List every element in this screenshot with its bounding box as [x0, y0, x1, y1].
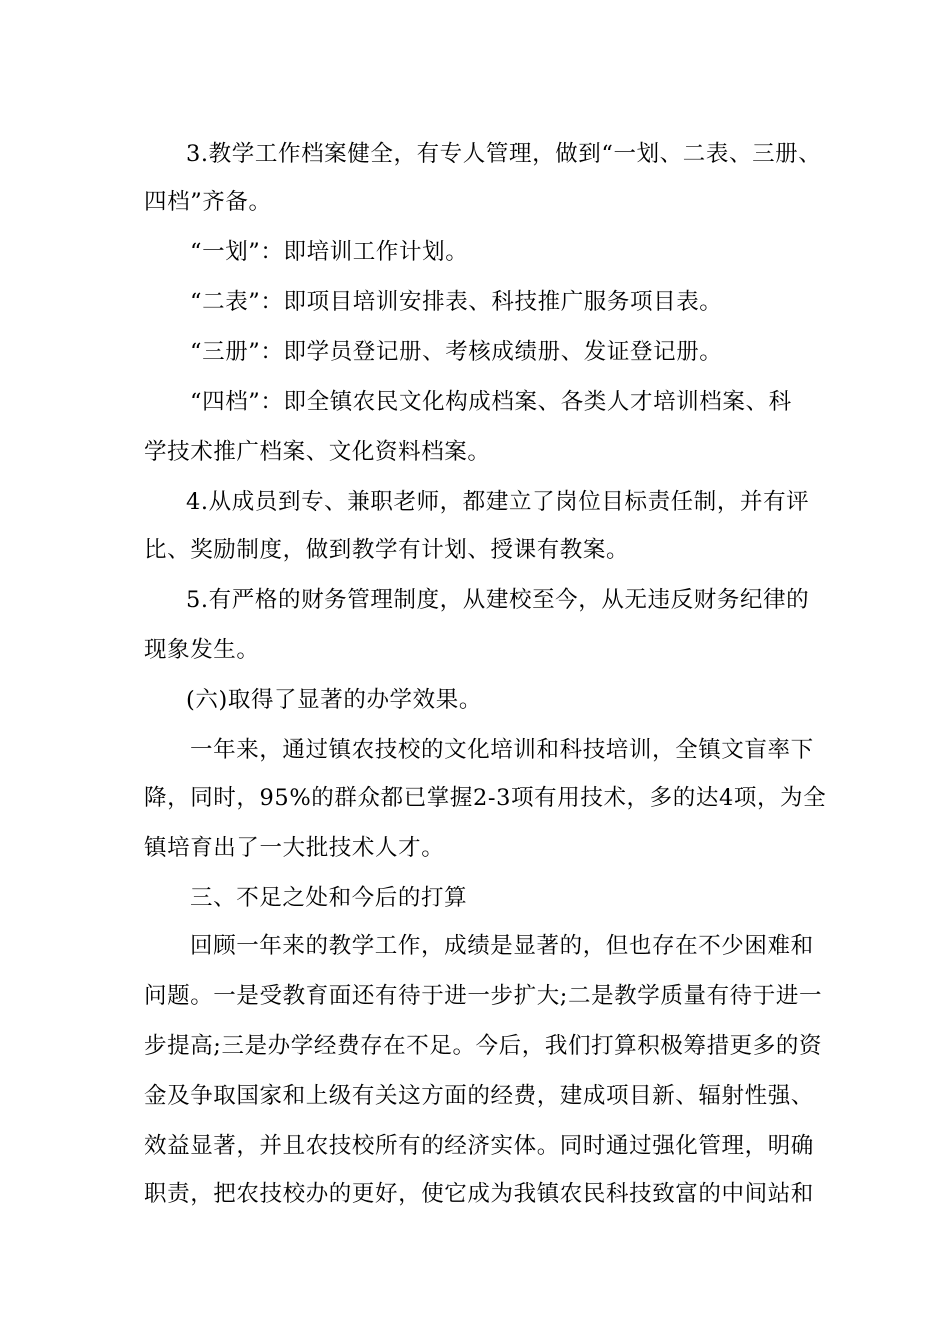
paragraph-line: 3.教学工作档案健全，有专人管理，做到“一划、二表、三册、 [186, 141, 822, 167]
paragraph-line: “三册”：即学员登记册、考核成绩册、发证登记册。 [190, 339, 723, 365]
paragraph-line: 问题。一是受教育面还有待于进一步扩大;二是教学质量有待于进一 [144, 983, 823, 1009]
paragraph-line: 4.从成员到专、兼职老师，都建立了岗位目标责任制，并有评 [186, 489, 810, 515]
paragraph-line: 效益显著，并且农技校所有的经济实体。同时通过强化管理，明确 [144, 1133, 814, 1159]
paragraph-line: 金及争取国家和上级有关这方面的经费，建成项目新、辐射性强、 [144, 1083, 814, 1109]
paragraph-line: “一划”：即培训工作计划。 [190, 239, 469, 265]
paragraph-line: “四档”：即全镇农民文化构成档案、各类人才培训档案、科 [190, 389, 792, 415]
paragraph-line: “二表”：即项目培训安排表、科技推广服务项目表。 [190, 289, 723, 315]
paragraph-line: 步提高;三是办学经费存在不足。今后，我们打算积极筹措更多的资 [144, 1033, 823, 1059]
paragraph-line: 比、奖励制度，做到教学有计划、授课有教案。 [144, 537, 630, 563]
paragraph-line: 学技术推广档案、文化资料档案。 [144, 439, 491, 465]
paragraph-line: 现象发生。 [144, 637, 260, 663]
section-heading: 三、不足之处和今后的打算 [190, 885, 468, 911]
paragraph-line: 降，同时，95%的群众都已掌握2-3项有用技术，多的达4项，为全 [144, 785, 827, 811]
section-heading: (六)取得了显著的办学效果。 [186, 687, 482, 713]
paragraph-line: 5.有严格的财务管理制度，从建校至今，从无违反财务纪律的 [186, 587, 810, 613]
paragraph-line: 四档”齐备。 [144, 189, 272, 215]
paragraph-line: 一年来，通过镇农技校的文化培训和科技培训，全镇文盲率下 [190, 737, 814, 763]
paragraph-line: 镇培育出了一大批技术人才。 [144, 835, 445, 861]
paragraph-line: 回顾一年来的教学工作，成绩是显著的，但也存在不少困难和 [190, 933, 814, 959]
paragraph-line: 职责，把农技校办的更好，使它成为我镇农民科技致富的中间站和 [144, 1181, 814, 1207]
